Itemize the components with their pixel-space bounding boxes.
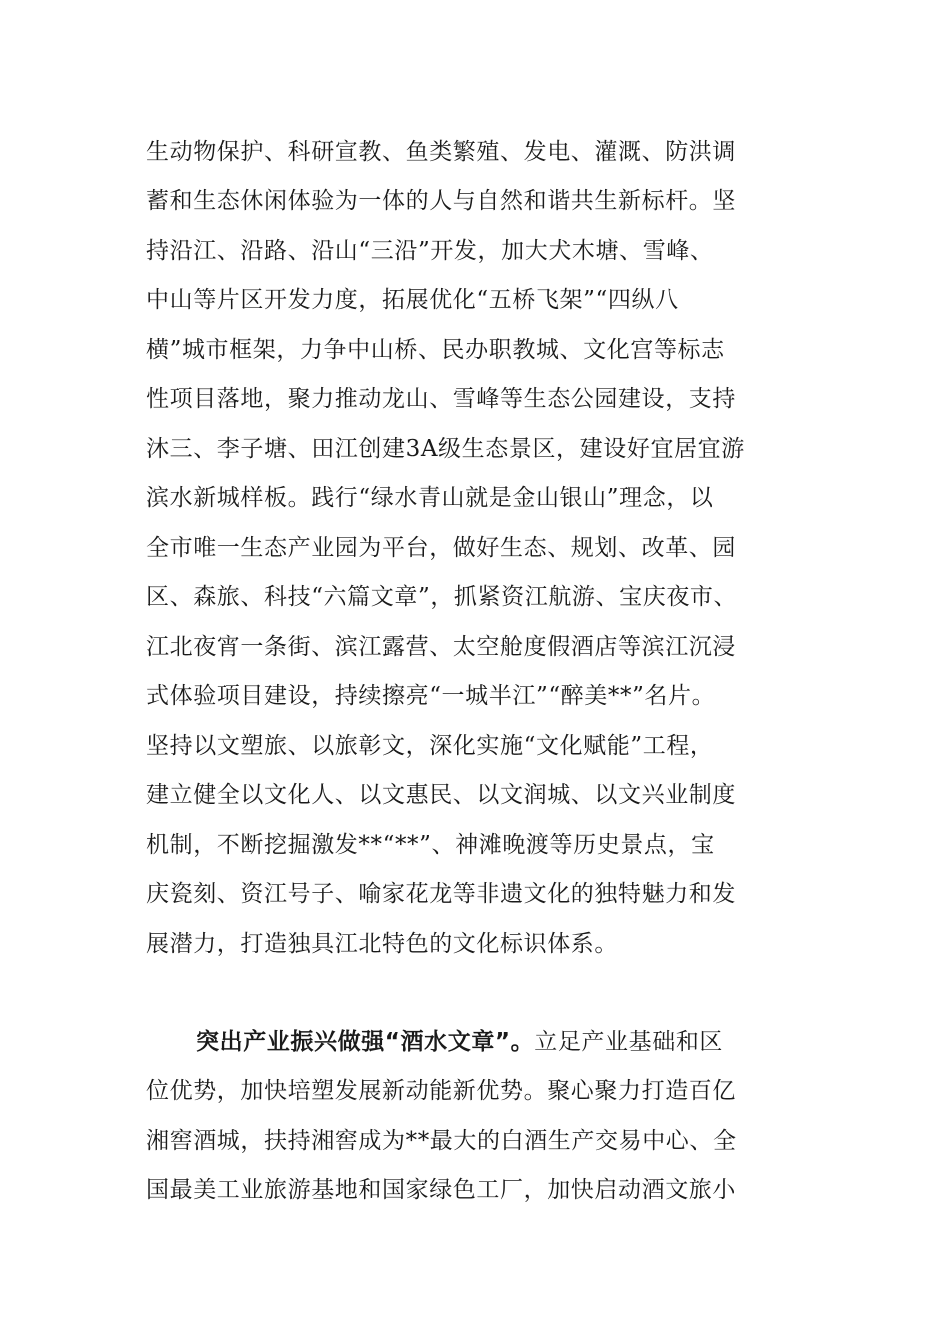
paragraph-1-line-17: 展潜力，打造独具江北特色的文化标识体系。 [146, 931, 618, 957]
paragraph-1-line-7: 沐三、李子塘、田江创建3A级生态景区，建设好宜居宜游 [146, 436, 745, 462]
paragraph-1-line-2: 蓄和生态休闲体验为一体的人与自然和谐共生新标杆。坚 [146, 188, 736, 214]
paragraph-1-line-15: 机制，不断挖掘激发**“**”、神滩晚渡等历史景点，宝 [146, 832, 715, 858]
paragraph-1-line-14: 建立健全以文化人、以文惠民、以文润城、以文兴业制度 [146, 782, 736, 808]
paragraph-2-line-3: 湘窖酒城，扶持湘窖成为**最大的白酒生产交易中心、全 [146, 1128, 737, 1154]
paragraph-2-line-2: 位优势，加快培塑发展新动能新优势。聚心聚力打造百亿 [146, 1078, 736, 1104]
paragraph-2-line-1-rest: 立足产业基础和区 [534, 1029, 724, 1055]
paragraph-2-line-4: 国最美工业旅游基地和国家绿色工厂，加快启动酒文旅小 [146, 1177, 736, 1203]
paragraph-1-line-11: 江北夜宵一条街、滨江露营、太空舱度假酒店等滨江沉浸 [146, 634, 736, 660]
paragraph-1-line-4: 中山等片区开发力度，拓展优化“五桥飞架”“四纵八 [146, 287, 679, 313]
paragraph-2-heading: 突出产业振兴做强“酒水文章”。 [196, 1029, 535, 1055]
paragraph-1-line-13: 坚持以文塑旅、以旅彰文，深化实施“文化赋能”工程， [146, 733, 714, 759]
paragraph-1-line-3: 持沿江、沿路、沿山“三沿”开发，加大犬木塘、雪峰、 [146, 238, 714, 264]
paragraph-1-line-12: 式体验项目建设，持续擦亮“一城半江”“醉美**”名片。 [146, 683, 716, 709]
paragraph-1-line-8: 滨水新城样板。践行“绿水青山就是金山银山”理念，以 [146, 485, 714, 511]
paragraph-1-line-1: 生动物保护、科研宣教、鱼类繁殖、发电、灌溉、防洪调 [146, 139, 736, 165]
paragraph-1-line-10: 区、森旅、科技“六篇文章”，抓紧资江航游、宝庆夜市、 [146, 584, 738, 610]
paragraph-1-line-16: 庆瓷刻、资江号子、喻家花龙等非遗文化的独特魅力和发 [146, 881, 736, 907]
paragraph-2-line-1 [196, 1022, 876, 1062]
paragraph-1-line-6: 性项目落地，聚力推动龙山、雪峰等生态公园建设，支持 [146, 386, 736, 412]
paragraph-1-line-9: 全市唯一生态产业园为平台，做好生态、规划、改革、园 [146, 535, 736, 561]
paragraph-1-line-5: 横”城市框架，力争中山桥、民办职教城、文化宫等标志 [146, 337, 725, 363]
